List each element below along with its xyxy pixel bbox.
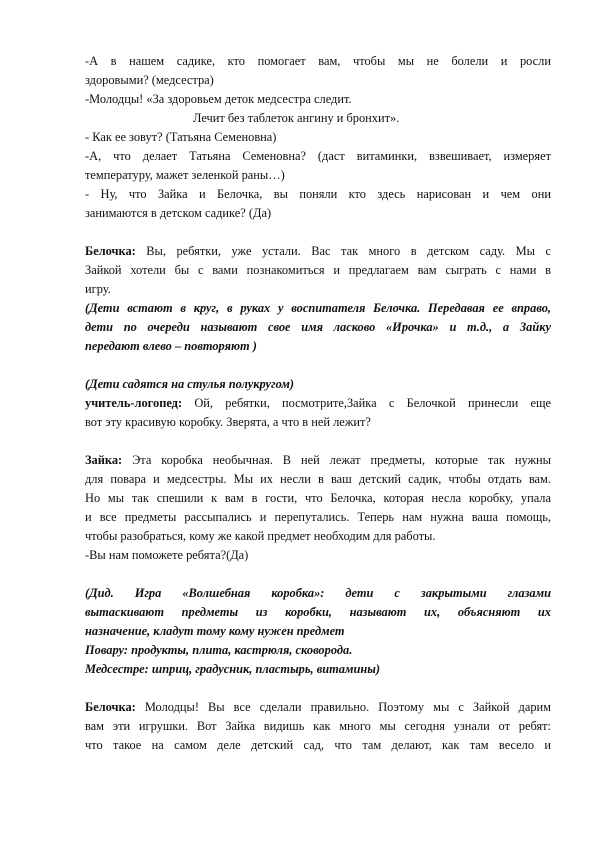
speaker-label: Зайка: xyxy=(85,453,123,467)
text-line: и все предметы рассыпались и перепутались. Теперь нам нужна ваша помощь, xyxy=(85,510,551,524)
text-line xyxy=(85,242,551,261)
speaker-label: Белочка: xyxy=(85,244,136,258)
speech-text: Вы, ребятки, уже устали. Вас так много в детском саду. Мы с xyxy=(135,244,551,258)
text-line: -Молодцы! «За здоровьем деток медсестра следит. xyxy=(85,92,352,106)
text-line: температуру, мажет зеленкой раны…) xyxy=(85,168,285,182)
text-line: Но мы так спешили к вам в гости, что Белочка, которая несла коробку, упала xyxy=(85,491,551,505)
text-line: что такое на самом деле детский сад, что там делают, как там весело и xyxy=(85,738,551,752)
text-line xyxy=(85,698,551,717)
paragraph-gap xyxy=(85,356,551,375)
dialogue-block-speech-therapist xyxy=(85,375,551,432)
game-instructions-block xyxy=(85,584,551,679)
text-line: - Ну, что Зайка и Белочка, вы поняли кто здесь нарисован и чем они xyxy=(85,187,551,201)
text-line: -А, что делает Татьяна Семеновна? (даст витаминки, взвешивает, измеряет xyxy=(85,149,551,163)
poem-line: Лечит без таблеток ангину и бронхит». xyxy=(193,111,400,125)
speech-text: Эта коробка необычная. В ней лежат предметы, которые так нужны xyxy=(122,453,551,467)
text-line: вот эту красивую коробку. Зверята, а что в ней лежит? xyxy=(85,415,371,429)
text-line: вам эти игрушки. Вот Зайка видишь как много мы сегодня узнали от ребят: xyxy=(85,719,551,733)
text-line: занимаются в детском садике? (Да) xyxy=(85,206,272,220)
text-line: -Вы нам поможете ребята?(Да) xyxy=(85,548,249,562)
text-line: чтобы разобраться, кому же какой предмет необходим для работы. xyxy=(85,529,436,543)
stage-direction-line: дети по очереди называют свое имя ласково «Ирочка» и т.д., а Зайку xyxy=(85,320,551,334)
text-line: - Как ее зовут? (Татьяна Семеновна) xyxy=(85,130,277,144)
speech-text: Молодцы! Вы все сделали правильно. Поэтому мы с Зайкой дарим xyxy=(135,700,551,714)
paragraph-gap xyxy=(85,432,551,451)
stage-direction-line: назначение, кладут тому кому нужен предмет xyxy=(85,624,345,638)
paragraph-gap xyxy=(85,565,551,584)
dialogue-block-nurse xyxy=(85,52,551,223)
text-line: здоровыми? (медсестра) xyxy=(85,73,214,87)
text-line: игру. xyxy=(85,282,111,296)
stage-direction-line: (Дети садятся на стулья полукругом) xyxy=(85,377,294,391)
dialogue-block-squirrel xyxy=(85,242,551,356)
document-page xyxy=(85,52,551,755)
speaker-label: учитель-логопед: xyxy=(85,396,183,410)
text-line xyxy=(85,451,551,470)
stage-direction-line: передают влево – повторяют ) xyxy=(85,339,257,353)
stage-direction-line: Повару: продукты, плита, кастрюля, сковорода. xyxy=(85,643,353,657)
text-line: -А в нашем садике, кто помогает вам, чтобы мы не болели и росли xyxy=(85,54,551,68)
stage-direction-line: (Дети встают в круг, в руках у воспитателя Белочка. Передавая ее вправо, xyxy=(85,301,551,315)
text-line: Зайкой хотели бы с вами познакомиться и предлагаем вам сыграть с нами в xyxy=(85,263,551,277)
stage-direction-line: (Дид. Игра «Волшебная коробка»: дети с закрытыми глазами xyxy=(85,586,551,600)
paragraph-gap xyxy=(85,223,551,242)
paragraph-gap xyxy=(85,679,551,698)
stage-direction-line: вытаскивают предметы из коробки, называют их, объясняют их xyxy=(85,605,551,619)
stage-direction-line: Медсестре: шприц, градусник, пластырь, витамины) xyxy=(85,662,380,676)
dialogue-block-bunny xyxy=(85,451,551,565)
dialogue-block-squirrel-final xyxy=(85,698,551,755)
text-line: для повара и медсестры. Мы их несли в ваш детский садик, чтобы отдать вам. xyxy=(85,472,551,486)
speech-text: Ой, ребятки, посмотрите,Зайка с Белочкой принесли еще xyxy=(182,396,551,410)
speaker-label: Белочка: xyxy=(85,700,136,714)
text-line xyxy=(85,394,551,413)
